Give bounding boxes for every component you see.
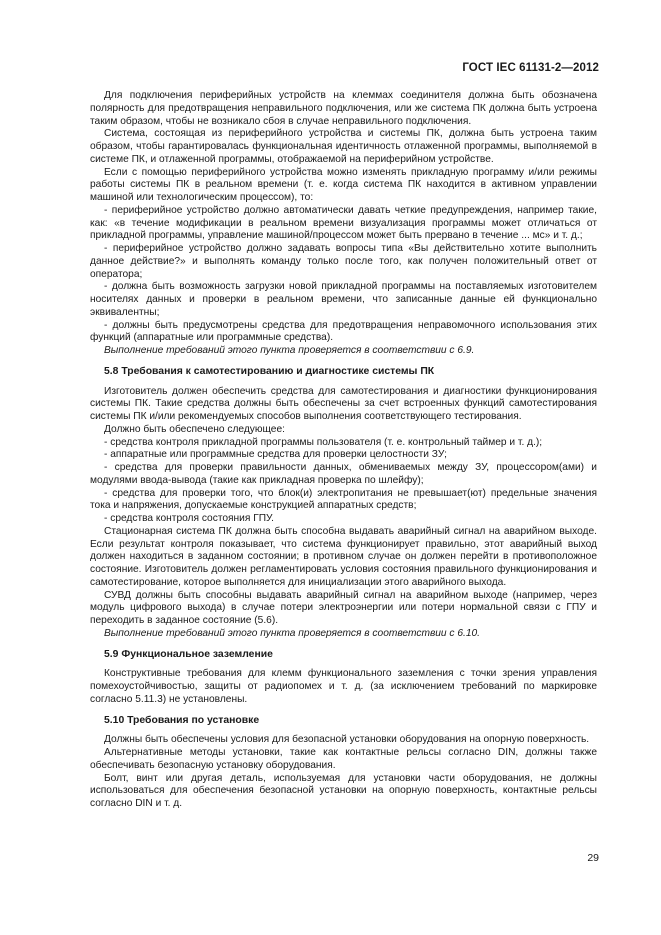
section-heading-5-10: 5.10 Требования по установке bbox=[104, 714, 260, 726]
paragraph: Должно быть обеспечено следующее: bbox=[104, 423, 285, 435]
verification-note: Выполнение требований этого пункта проверяется в соответствии с 6.9. bbox=[104, 345, 475, 356]
paragraph: Конструктивные требования для клемм функционального заземления с точки зрения управления помехоустойчивостью, защиты от радиопомех и т. д. (за исключением требований по маркировке согласно 5.11.3) не установлены. bbox=[90, 668, 597, 705]
standard-header: ГОСТ IEC 61131-2—2012 bbox=[462, 62, 599, 74]
list-item: - средства для проверки правильности данных, обмениваемых между ЗУ, процессором(ами) и модулями ввода-вывода (такие как прикладная проверка по шлейфу); bbox=[90, 462, 597, 486]
list-item: - средства контроля состояния ГПУ. bbox=[104, 513, 275, 524]
paragraph: Альтернативные методы установки, такие как контактные рельсы согласно DIN, должны также обеспечивать безопасную установку оборудования. bbox=[90, 747, 597, 771]
list-item: - аппаратные или программные средства для проверки целостности ЗУ; bbox=[104, 449, 447, 461]
paragraph: Должны быть обеспечены условия для безопасной установки оборудования на опорную поверхность. bbox=[104, 734, 590, 746]
list-item: - должны быть предусмотрены средства для предотвращения неправомочного использования этих функций (аппаратные или программные средства). bbox=[90, 319, 597, 344]
section-heading-5-9: 5.9 Функциональное заземление bbox=[104, 648, 273, 660]
page-content bbox=[90, 90, 597, 811]
paragraph: СУВД должны быть способны выдавать аварийный сигнал на аварийном выходе (например, через модуль цифрового выхода) в случае потери электроэнергии или потери нормальной связи с ГПУ и переходить в заданное состояние (5.6). bbox=[90, 589, 597, 626]
list-item: - средства контроля прикладной программы пользователя (т. е. контрольный таймер и т. д.); bbox=[104, 436, 543, 448]
paragraph: Изготовитель должен обеспечить средства для самотестирования и диагностики функционирования системы ПК. Такие средства должны быть обеспечены за счет встроенных функций самотестирования системы ПК и/или рекомендуемых способов выполнения соответствующего тестирования. bbox=[90, 385, 597, 422]
verification-note: Выполнение требований этого пункта проверяется в соответствии с 6.10. bbox=[104, 627, 481, 639]
list-item: - должна быть возможность загрузки новой прикладной программы на поставляемых изготовителем носителях данных и проверки в реальном времени, что записанные данные ей функционально эквивалентны; bbox=[90, 281, 597, 318]
paragraph: Стационарная система ПК должна быть способна выдавать аварийный сигнал на аварийном выходе. Если результат контроля показывает, что система функционирует правильно, этот аварийный выход должен находиться в заданном состоянии; в противном случае он должен перейти в противоположное состояние. Изготовитель должен регламентировать условия состояния правильного функционирования и самотестирование, которое выполняется для инициализации этого аварийного выхода. bbox=[90, 525, 597, 588]
paragraph: Если с помощью периферийного устройства можно изменять прикладную программу и/или режимы работы системы ПК в реальном времени (т. е. когда система ПК находится в активном управлении машиной или технологическим процессом), то: bbox=[90, 166, 597, 203]
paragraph: Болт, винт или другая деталь, используемая для установки части оборудования, не должны использоваться для обеспечения безопасной установки на опорную поверхность, контактные рельсы согласно DIN и т. д. bbox=[90, 772, 597, 809]
section-heading-5-8: 5.8 Требования к самотестированию и диагностике системы ПК bbox=[104, 365, 435, 377]
list-item: - средства для проверки того, что блок(и) электропитания не превышает(ют) предельные значения тока и напряжения, допускаемые конструкцией аппаратных средств; bbox=[90, 487, 597, 512]
paragraph: Система, состоящая из периферийного устройства и системы ПК, должна быть устроена таким образом, чтобы гарантировалась функциональная идентичность отлаженной программы, выполняемой в системе ПК, и отлаженной программы, отображаемой на периферийном устройстве. bbox=[90, 128, 597, 165]
list-item: - периферийное устройство должно автоматически давать четкие предупреждения, например такие, как: «в течение модификации в реальном времени визуализация программы может отличаться от прикладной программы, управление машиной/процессом может быть прервано в течение ... мс» и т. д.; bbox=[90, 204, 597, 242]
page-number: 29 bbox=[587, 852, 599, 864]
list-item: - периферийное устройство должно задавать вопросы типа «Вы действительно хотите выполнить данное действие?» и выполнять команду только после того, как получен положительный ответ от оператора; bbox=[90, 243, 597, 280]
paragraph: Для подключения периферийных устройств на клеммах соединителя должна быть обозначена полярность для предотвращения неправильного подключения, или же система ПК должна быть устроена таким образом, чтобы не возникало сбоя в случае неправильного подключения. bbox=[90, 90, 597, 127]
